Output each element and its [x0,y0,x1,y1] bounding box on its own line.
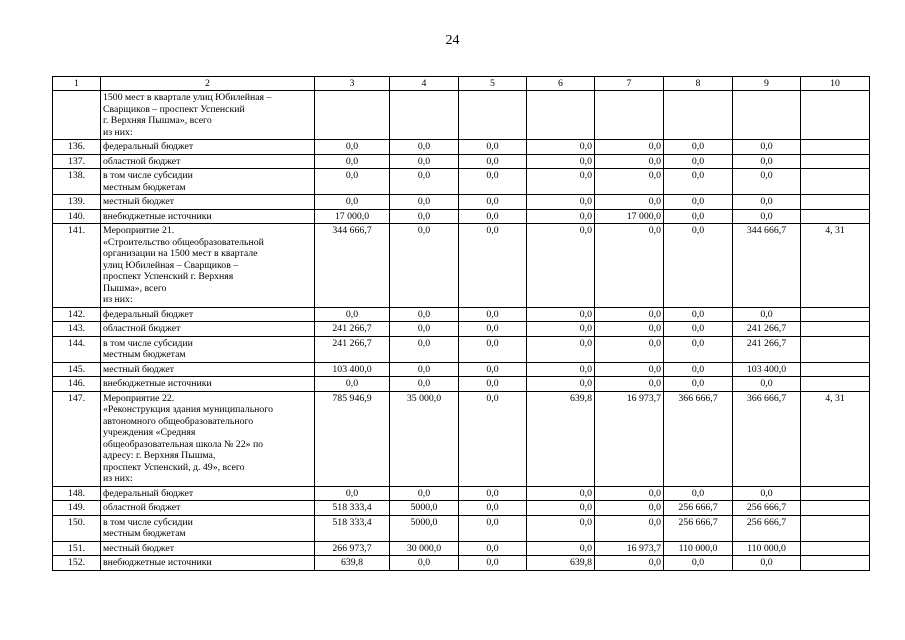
value-cell: 0,0 [733,209,801,224]
row-label: областной бюджет [101,154,315,169]
table-row [53,556,870,571]
notes-cell [801,541,870,556]
table-row [53,169,870,195]
column-header: 8 [664,77,733,91]
row-label: внебюджетные источники [101,377,315,392]
notes-cell [801,307,870,322]
value-cell: 639,8 [527,556,595,571]
row-number: 152. [53,556,101,571]
notes-cell [801,140,870,155]
value-cell: 16 973,7 [595,541,664,556]
column-header: 4 [390,77,459,91]
row-number: 139. [53,195,101,210]
value-cell: 0,0 [733,486,801,501]
table-body [53,91,870,571]
row-label: Мероприятие 21. «Строительство общеобразовательной организации на 1500 мест в квартале улиц Юбилейная – Сварщиков – проспект Успенский г. Верхняя Пышма», всего из них: [101,224,315,308]
row-label: федеральный бюджет [101,486,315,501]
notes-cell [801,169,870,195]
row-number: 143. [53,322,101,337]
value-cell: 0,0 [390,377,459,392]
notes-cell: 4, 31 [801,391,870,486]
row-number: 150. [53,515,101,541]
value-cell: 241 266,7 [733,322,801,337]
value-cell: 0,0 [459,501,527,516]
notes-cell [801,556,870,571]
value-cell: 0,0 [390,195,459,210]
table-row [53,209,870,224]
value-cell: 0,0 [527,209,595,224]
value-cell: 518 333,4 [315,515,390,541]
value-cell: 0,0 [315,154,390,169]
value-cell: 0,0 [595,377,664,392]
column-header: 7 [595,77,664,91]
value-cell [459,91,527,140]
row-number: 146. [53,377,101,392]
value-cell: 0,0 [459,322,527,337]
column-header: 9 [733,77,801,91]
value-cell: 518 333,4 [315,501,390,516]
value-cell: 0,0 [527,195,595,210]
table-row [53,195,870,210]
table-row [53,154,870,169]
value-cell: 5000,0 [390,515,459,541]
value-cell: 0,0 [595,486,664,501]
value-cell: 0,0 [733,556,801,571]
row-label: местный бюджет [101,362,315,377]
value-cell: 0,0 [527,307,595,322]
value-cell: 0,0 [390,154,459,169]
value-cell: 0,0 [527,169,595,195]
value-cell: 366 666,7 [664,391,733,486]
notes-cell [801,515,870,541]
notes-cell [801,209,870,224]
notes-cell [801,91,870,140]
value-cell: 0,0 [664,224,733,308]
table-row [53,224,870,308]
value-cell: 0,0 [733,140,801,155]
value-cell: 0,0 [595,556,664,571]
value-cell: 0,0 [664,209,733,224]
value-cell: 0,0 [595,169,664,195]
value-cell: 241 266,7 [733,336,801,362]
row-label: федеральный бюджет [101,307,315,322]
notes-cell [801,336,870,362]
value-cell: 0,0 [527,224,595,308]
value-cell: 0,0 [459,362,527,377]
notes-cell [801,501,870,516]
value-cell: 0,0 [664,486,733,501]
column-header: 2 [101,77,315,91]
value-cell: 0,0 [595,154,664,169]
row-number: 147. [53,391,101,486]
value-cell: 0,0 [527,515,595,541]
value-cell: 0,0 [390,169,459,195]
value-cell: 0,0 [595,195,664,210]
value-cell: 344 666,7 [733,224,801,308]
value-cell: 0,0 [664,322,733,337]
value-cell: 0,0 [390,224,459,308]
value-cell: 0,0 [595,362,664,377]
page-number: 24 [445,33,460,48]
row-label: местный бюджет [101,195,315,210]
notes-cell: 4, 31 [801,224,870,308]
row-number: 149. [53,501,101,516]
value-cell: 256 666,7 [664,501,733,516]
value-cell: 0,0 [733,195,801,210]
value-cell: 0,0 [595,336,664,362]
value-cell: 0,0 [595,501,664,516]
value-cell: 35 000,0 [390,391,459,486]
value-cell: 785 946,9 [315,391,390,486]
value-cell: 30 000,0 [390,541,459,556]
value-cell: 0,0 [664,556,733,571]
row-number: 145. [53,362,101,377]
value-cell: 0,0 [664,169,733,195]
value-cell: 17 000,0 [595,209,664,224]
row-label: областной бюджет [101,501,315,516]
column-header: 6 [527,77,595,91]
table-row [53,541,870,556]
notes-cell [801,362,870,377]
value-cell: 0,0 [315,195,390,210]
notes-cell [801,377,870,392]
value-cell: 0,0 [664,377,733,392]
row-label: федеральный бюджет [101,140,315,155]
value-cell: 0,0 [315,307,390,322]
value-cell: 0,0 [527,362,595,377]
value-cell: 0,0 [664,336,733,362]
value-cell: 0,0 [315,377,390,392]
value-cell [595,91,664,140]
value-cell: 0,0 [595,307,664,322]
column-header: 10 [801,77,870,91]
table-row [53,336,870,362]
value-cell: 0,0 [459,154,527,169]
value-cell: 0,0 [527,486,595,501]
value-cell: 0,0 [390,486,459,501]
table-row [53,377,870,392]
row-label: в том числе субсидии местным бюджетам [101,515,315,541]
value-cell: 241 266,7 [315,322,390,337]
value-cell: 0,0 [459,556,527,571]
value-cell: 16 973,7 [595,391,664,486]
notes-cell [801,486,870,501]
value-cell [664,91,733,140]
value-cell: 0,0 [527,336,595,362]
value-cell: 0,0 [390,209,459,224]
value-cell: 0,0 [459,515,527,541]
value-cell: 0,0 [733,154,801,169]
row-label: в том числе субсидии местным бюджетам [101,169,315,195]
value-cell: 0,0 [527,140,595,155]
table-row [53,515,870,541]
value-cell: 0,0 [459,336,527,362]
table-row [53,362,870,377]
row-label: 1500 мест в квартале улиц Юбилейная – Сварщиков – проспект Успенский г. Верхняя Пышма», всего из них: [101,91,315,140]
value-cell: 5000,0 [390,501,459,516]
row-label: внебюджетные источники [101,209,315,224]
value-cell: 0,0 [595,224,664,308]
value-cell [527,91,595,140]
value-cell: 0,0 [459,486,527,501]
value-cell: 0,0 [459,209,527,224]
table-row [53,140,870,155]
notes-cell [801,195,870,210]
value-cell: 0,0 [733,377,801,392]
notes-cell [801,154,870,169]
value-cell: 0,0 [527,377,595,392]
value-cell: 0,0 [733,169,801,195]
row-number [53,91,101,140]
value-cell: 0,0 [459,307,527,322]
value-cell: 0,0 [315,169,390,195]
value-cell: 0,0 [459,169,527,195]
value-cell: 639,8 [315,556,390,571]
row-number: 148. [53,486,101,501]
table-row [53,307,870,322]
value-cell: 0,0 [390,307,459,322]
value-cell: 0,0 [459,140,527,155]
value-cell: 0,0 [595,515,664,541]
value-cell [390,91,459,140]
value-cell: 0,0 [595,322,664,337]
row-number: 136. [53,140,101,155]
value-cell: 344 666,7 [315,224,390,308]
column-header: 1 [53,77,101,91]
row-label: областной бюджет [101,322,315,337]
row-label: внебюджетные источники [101,556,315,571]
value-cell: 0,0 [664,195,733,210]
value-cell [733,91,801,140]
value-cell: 0,0 [390,556,459,571]
value-cell: 103 400,0 [733,362,801,377]
value-cell: 256 666,7 [664,515,733,541]
value-cell: 0,0 [459,541,527,556]
row-number: 137. [53,154,101,169]
value-cell: 639,8 [527,391,595,486]
value-cell: 0,0 [733,307,801,322]
value-cell: 241 266,7 [315,336,390,362]
row-number: 140. [53,209,101,224]
value-cell: 0,0 [315,486,390,501]
row-number: 151. [53,541,101,556]
value-cell: 0,0 [315,140,390,155]
value-cell: 0,0 [390,140,459,155]
row-label: в том числе субсидии местным бюджетам [101,336,315,362]
notes-cell [801,322,870,337]
value-cell: 366 666,7 [733,391,801,486]
row-label: местный бюджет [101,541,315,556]
value-cell: 0,0 [664,362,733,377]
value-cell: 110 000,0 [733,541,801,556]
row-number: 138. [53,169,101,195]
value-cell: 0,0 [390,336,459,362]
value-cell: 0,0 [527,501,595,516]
column-header: 5 [459,77,527,91]
header-row [53,77,870,91]
value-cell [315,91,390,140]
value-cell: 0,0 [390,362,459,377]
value-cell: 0,0 [664,307,733,322]
column-header: 3 [315,77,390,91]
value-cell: 17 000,0 [315,209,390,224]
table-row [53,322,870,337]
row-label: Мероприятие 22. «Реконструкция здания муниципального автономного общеобразовательного учреждения «Средняя общеобразовательная школа № 22» по адресу: г. Верхняя Пышма, проспект Успенский, д. 49», всего из них: [101,391,315,486]
value-cell: 0,0 [527,322,595,337]
table-row [53,501,870,516]
value-cell: 0,0 [664,140,733,155]
value-cell: 110 000,0 [664,541,733,556]
value-cell: 103 400,0 [315,362,390,377]
row-number: 142. [53,307,101,322]
value-cell: 0,0 [595,140,664,155]
table-row [53,391,870,486]
value-cell: 0,0 [459,391,527,486]
value-cell: 0,0 [459,195,527,210]
row-number: 141. [53,224,101,308]
table-row [53,486,870,501]
value-cell: 256 666,7 [733,515,801,541]
value-cell: 0,0 [664,154,733,169]
table-row [53,91,870,140]
value-cell: 266 973,7 [315,541,390,556]
budget-table [52,76,870,571]
row-number: 144. [53,336,101,362]
value-cell: 0,0 [527,154,595,169]
value-cell: 256 666,7 [733,501,801,516]
value-cell: 0,0 [459,224,527,308]
value-cell: 0,0 [527,541,595,556]
value-cell: 0,0 [459,377,527,392]
value-cell: 0,0 [390,322,459,337]
